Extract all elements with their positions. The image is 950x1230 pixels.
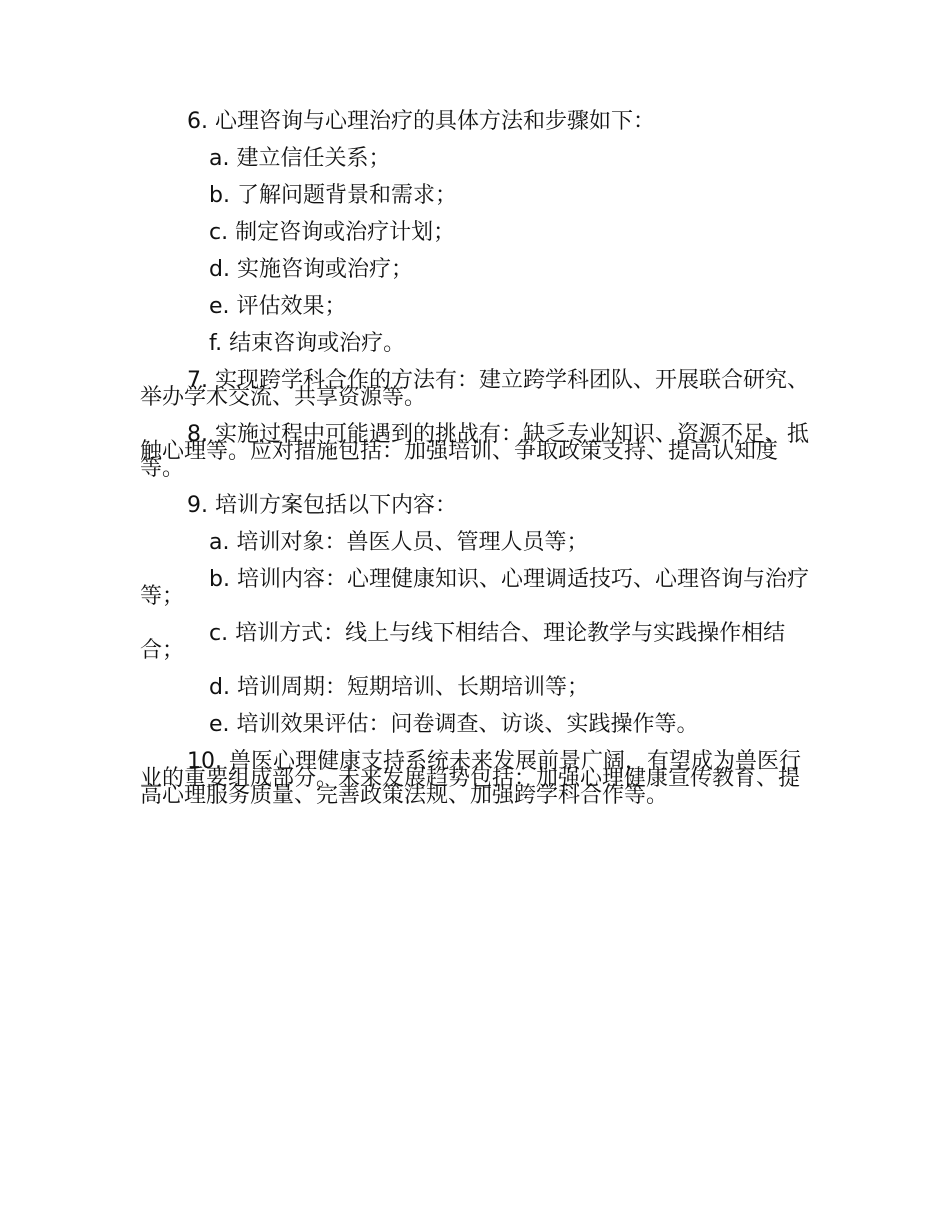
document-body (140, 103, 810, 814)
paragraph-6e: e. 评估效果； (209, 294, 347, 319)
paragraph-9a: a. 培训对象：兽医人员、管理人员等； (209, 530, 589, 555)
paragraph-6f: f. 结束咨询或治疗。 (209, 331, 406, 356)
paragraph-9c: c. 培训方式：线上与线下相结合、理论教学与实践操作相结合； (140, 621, 786, 663)
paragraph-6-heading: 6. 心理咨询与心理治疗的具体方法和步骤如下： (187, 109, 655, 134)
paragraph-9-heading: 9. 培训方案包括以下内容： (187, 493, 457, 518)
paragraph-9b: b. 培训内容：心理健康知识、心理调适技巧、心理咨询与治疗等； (140, 567, 809, 609)
paragraph-6b: b. 了解问题背景和需求； (209, 183, 457, 208)
paragraph-8: 8. 实施过程中可能遇到的挑战有：缺乏专业知识、资源不足、抵触心理等。应对措施包括：加强培训、争取政策支持、提高认知度等。 (140, 422, 809, 481)
paragraph-10: 10. 兽医心理健康支持系统未来发展前景广阔，有望成为兽医行业的重要组成部分。未来发展趋势包括：加强心理健康宣传教育、提高心理服务质量、完善政策法规、加强跨学科合作等。 (140, 749, 801, 808)
paragraph-6d: d. 实施咨询或治疗； (209, 257, 413, 282)
paragraph-9e: e. 培训效果评估：问卷调查、访谈、实践操作等。 (209, 712, 699, 737)
paragraph-9d: d. 培训周期：短期培训、长期培训等； (209, 675, 589, 700)
paragraph-6a: a. 建立信任关系； (209, 146, 391, 171)
paragraph-6c: c. 制定咨询或治疗计划； (209, 220, 456, 245)
paragraph-7: 7. 实现跨学科合作的方法有：建立跨学科团队、开展联合研究、举办学术交流、共享资源等。 (140, 368, 809, 410)
